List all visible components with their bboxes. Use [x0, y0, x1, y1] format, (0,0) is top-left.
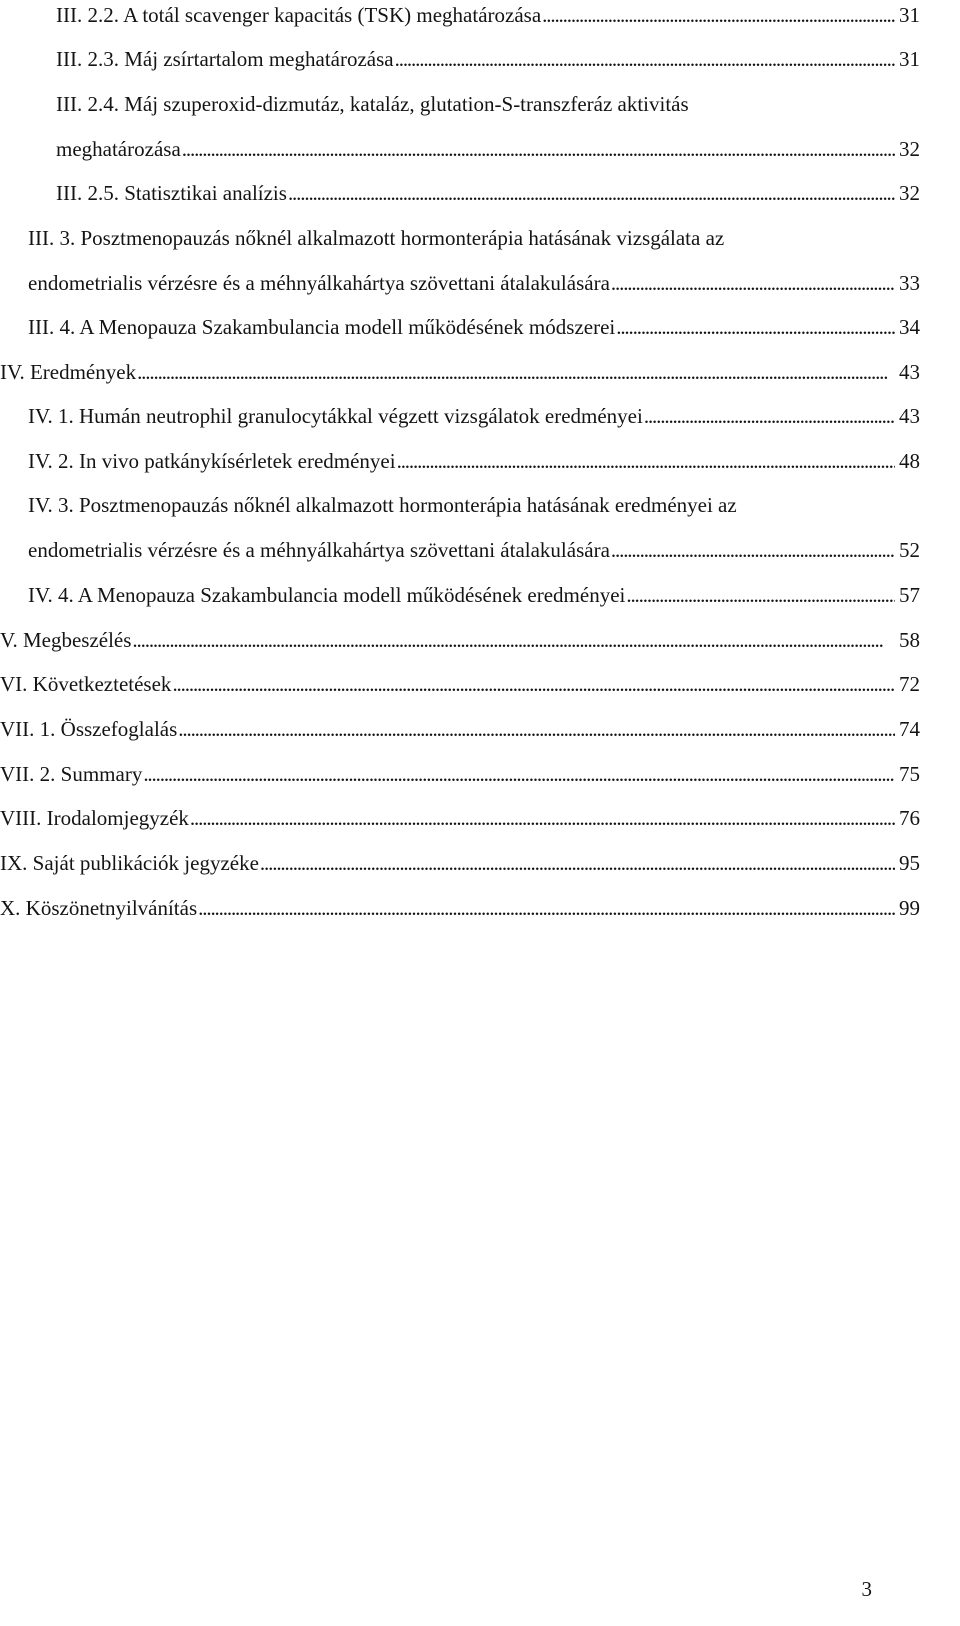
- toc-entry: [28, 270, 920, 296]
- toc-entry: [56, 46, 920, 72]
- toc-leader: [198, 895, 895, 921]
- toc-entry-label: III. 2.5. Statisztikai analízis: [56, 181, 287, 205]
- toc-entry-label: III. 2.2. A totál scavenger kapacitás (TSK) meghatározása: [56, 3, 542, 27]
- toc-entry-page: 58: [899, 628, 920, 652]
- toc-entry: [56, 136, 920, 162]
- toc-leader: [137, 359, 895, 385]
- toc-entry-label: VIII. Irodalomjegyzék: [0, 806, 189, 830]
- toc-entry: [28, 448, 920, 474]
- toc-entry-label: meghatározása: [56, 137, 181, 161]
- toc-entry-label: IV. 1. Humán neutrophil granulocytákkal végzett vizsgálatok eredményei: [28, 404, 643, 428]
- toc-entry: [28, 314, 920, 340]
- toc-entry: [0, 716, 920, 742]
- toc-leader: [178, 716, 895, 742]
- toc-entry-page: 74: [899, 717, 920, 741]
- toc-leader: [626, 582, 895, 608]
- toc-leader: [172, 671, 895, 697]
- toc-leader: [288, 180, 895, 206]
- toc-leader: [644, 403, 895, 429]
- toc-entry-page: 99: [899, 896, 920, 920]
- toc-entry-page: 34: [899, 315, 920, 339]
- toc-entry-page: 43: [899, 404, 920, 428]
- toc-entry: [0, 671, 920, 697]
- toc-entry-page: 57: [899, 583, 920, 607]
- toc-entry-label: VII. 2. Summary: [0, 762, 143, 786]
- toc-entry-page: 52: [899, 538, 920, 562]
- toc-entry: [0, 850, 920, 876]
- toc-entry-page: 95: [899, 851, 920, 875]
- toc-entry-label: endometrialis vérzésre és a méhnyálkahártya szövettani átalakulására: [28, 538, 610, 562]
- toc-leader: [611, 270, 895, 296]
- toc-entry: [56, 2, 920, 28]
- toc-leader: [542, 2, 895, 28]
- toc-entry: [0, 761, 920, 787]
- toc-leader: [616, 314, 895, 340]
- toc-entry-label: VII. 1. Összefoglalás: [0, 717, 178, 741]
- toc-entry-label: III. 2.3. Máj zsírtartalom meghatározása: [56, 47, 394, 71]
- toc-entry-page: 48: [899, 449, 920, 473]
- toc-leader: [190, 805, 895, 831]
- toc-leader: [143, 761, 895, 787]
- toc-entry-page: 31: [899, 47, 920, 71]
- toc-entry-page: 76: [899, 806, 920, 830]
- toc-leader: [260, 850, 895, 876]
- toc-leader: [132, 627, 895, 653]
- toc-entry-label: X. Köszönetnyilvánítás: [0, 896, 198, 920]
- toc-entry-label: endometrialis vérzésre és a méhnyálkahártya szövettani átalakulására: [28, 271, 610, 295]
- toc-entry-first-line: IV. 3. Posztmenopauzás nőknél alkalmazott hormonterápia hatásának eredményei az: [28, 493, 737, 517]
- toc-entry-first-line: III. 3. Posztmenopauzás nőknél alkalmazott hormonterápia hatásának vizsgálata az: [28, 226, 725, 250]
- toc-entry-label: IX. Saját publikációk jegyzéke: [0, 851, 259, 875]
- toc-entry-page: 43: [899, 360, 920, 384]
- toc-entry-page: 75: [899, 762, 920, 786]
- toc-entry: [0, 805, 920, 831]
- toc-entry: [28, 403, 920, 429]
- toc-entry: [0, 627, 920, 653]
- toc-entry-page: 32: [899, 137, 920, 161]
- toc-entry-page: 32: [899, 181, 920, 205]
- toc-entry-label: III. 4. A Menopauza Szakambulancia modell működésének módszerei: [28, 315, 616, 339]
- toc-entry-label: IV. 4. A Menopauza Szakambulancia modell működésének eredményei: [28, 583, 626, 607]
- toc-entry-label: IV. Eredmények: [0, 360, 137, 384]
- toc-entry-label: VI. Következtetések: [0, 672, 172, 696]
- toc-entry-page: 31: [899, 3, 920, 27]
- toc-entry: [0, 359, 920, 385]
- toc-entry: [0, 895, 920, 921]
- toc-leader: [397, 448, 895, 474]
- toc-leader: [395, 46, 895, 72]
- toc-entry-label: V. Megbeszélés: [0, 628, 132, 652]
- toc-leader: [611, 537, 895, 563]
- toc-entry: [28, 537, 920, 563]
- toc-entry-first-line: III. 2.4. Máj szuperoxid-dizmutáz, kataláz, glutation-S-transzferáz aktivitás: [56, 92, 689, 116]
- toc-entry: [56, 180, 920, 206]
- toc-entry-label: IV. 2. In vivo patkánykísérletek eredményei: [28, 449, 396, 473]
- toc-leader: [182, 136, 895, 162]
- toc-entry: [28, 582, 920, 608]
- page-number: 3: [861, 1577, 872, 1601]
- toc-entry-page: 72: [899, 672, 920, 696]
- toc-entry-page: 33: [899, 271, 920, 295]
